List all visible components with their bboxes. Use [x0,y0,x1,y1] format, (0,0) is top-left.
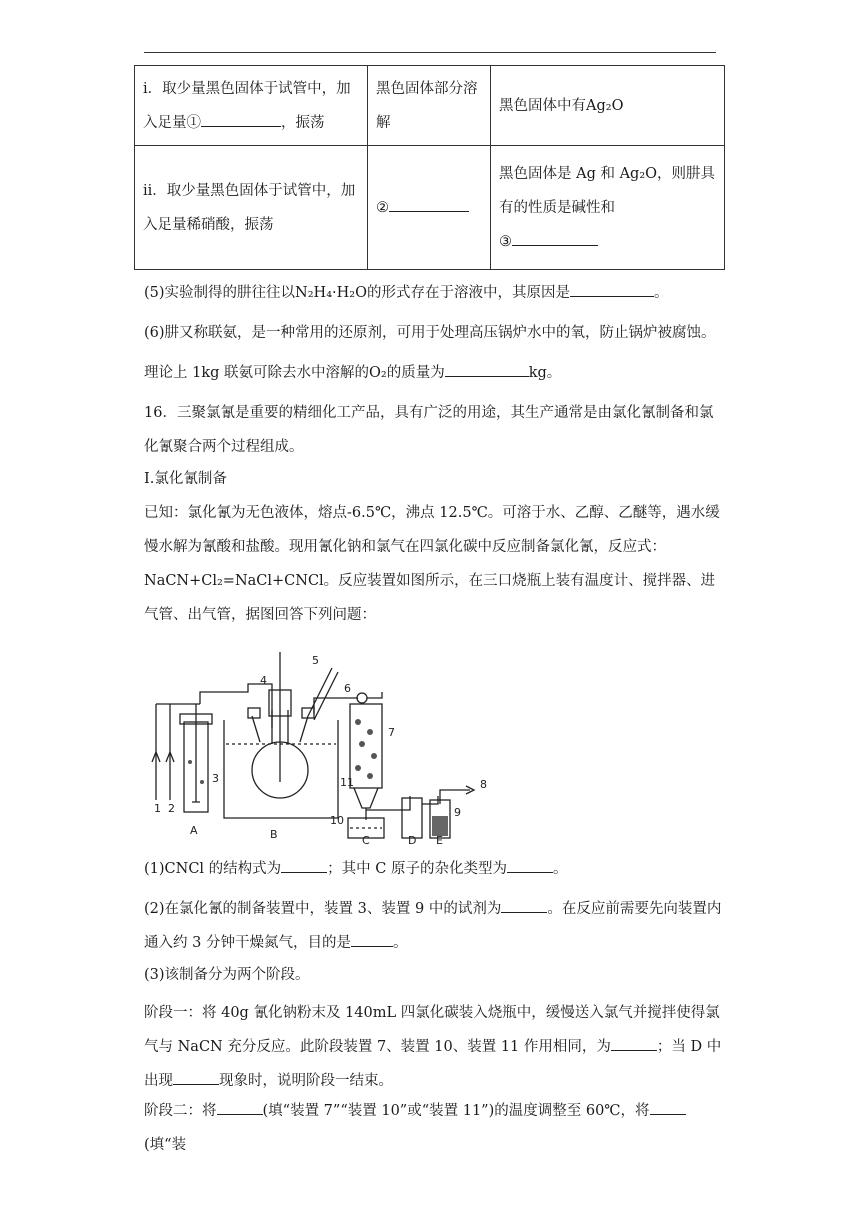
stage1-text: 阶段一：将 40g 氰化钠粉末及 140mL 四氯化碳装入烧瓶中，缓慢送入氯气并搅拌使得氯气与 NaCN 充分反应。此阶段装置 7、装置 10、装置 11 作用相同，为 [144,1005,720,1055]
question-6-line2 [144,356,724,390]
figure-letter-label: C [362,834,370,844]
q2-end: 。 [392,935,408,951]
answer-blank[interactable] [281,856,327,873]
answer-blank[interactable] [173,1068,219,1085]
known-conditions: 已知：氯化氰为无色液体，熔点-6.5℃，沸点 12.5℃。可溶于水、乙醇、乙醚等，遇水缓慢水解为氰酸和盐酸。现用氰化钠和氯气在四氯化碳中反应制备氯化氰，反应式：NaCN+Cl₂=NaCl+CNCl。反应装置如图所示，在三口烧瓶上装有温度计、搅拌器、进气管、出气管，据图回答下列问题： [144,505,720,623]
oxygen-formula: O₂ [369,365,387,381]
section-heading: I.氯化氰制备 [144,471,227,487]
stage-one [144,996,724,1098]
step-text-tail: ，振荡 [281,114,325,131]
answer-blank[interactable] [507,856,553,873]
conclusion-cell [491,66,725,146]
step-cell [135,146,368,270]
figure-number-label: 5 [312,654,319,667]
blank-label: ② [376,199,389,216]
header-rule [144,52,716,53]
figure-number-label: 8 [480,778,487,791]
answer-blank[interactable] [611,1034,657,1051]
question-16-intro: 16．三聚氯氰是重要的精细化工产品，具有广泛的用途，其生产通常是由氯化氰制备和氯化氰聚合两个过程组成。 [144,405,714,455]
table-row [135,146,725,270]
hydrazine-hydrate-formula: N₂H₄·H₂O [295,285,367,301]
apparatus-diagram [140,632,500,844]
answer-blank[interactable] [570,280,654,297]
answer-blank[interactable] [501,896,547,913]
answer-blank[interactable] [217,1098,263,1115]
experiment-table [134,65,725,270]
step-cell [135,66,368,146]
figure-letter-label: B [270,828,278,841]
answer-blank-1[interactable] [201,110,281,127]
q1-end: 。 [552,861,568,877]
figure-number-label: 6 [344,682,351,695]
stage2-text-2: (填“装置 7”“装置 10”或“装置 11”)的温度调整至 60℃，将 [262,1103,650,1119]
blank-label: ③ [499,233,512,250]
step-text: ii．取少量黑色固体于试管中，加入足量稀硝酸，振荡 [143,182,356,233]
figure-letter-label: A [190,824,198,837]
figure-letter-label: E [436,834,443,844]
q5-text: (5)实验制得的肼往往以 [144,285,296,301]
question-2 [144,892,724,960]
stage2-text: 阶段二：将 [144,1103,217,1119]
conclusion-cell [491,146,725,270]
question-1 [144,852,724,886]
phenomenon-cell [368,146,491,270]
figure-number-label: 10 [330,814,344,827]
conclusion-text: 黑色固体中有Ag₂O [499,97,624,114]
stage1-text-2: ；当 D 中出现 [144,1039,722,1089]
step-text: i．取少量黑色固体于试管中，加入足量① [143,80,351,131]
figure-number-label: 4 [260,674,267,687]
phenomenon-cell [368,66,491,146]
question-3: (3)该制备分为两个阶段。 [144,967,310,983]
q2-text-2: 。在反应前需要先向装置内通入约 3 分钟干燥氮气，目的是 [144,901,722,951]
q1-text: (1)CNCl 的结构式为 [144,861,282,877]
figure-number-label: 11 [340,776,354,789]
figure-letter-label: D [408,834,417,844]
figure-number-label: 3 [212,772,219,785]
q5-end: 。 [653,285,669,301]
stage1-text-3: 现象时，说明阶段一结束。 [219,1073,393,1089]
answer-blank-2[interactable] [389,195,469,212]
q6-text: 理论上 1kg 联氨可除去水中溶解的 [144,365,370,381]
table-row [135,66,725,146]
stage2-text-3: (填“装 [144,1137,187,1153]
answer-blank[interactable] [445,360,529,377]
q6-end: kg。 [528,365,562,381]
stage-two [144,1094,724,1162]
q5-text-2: 的形式存在于溶液中，其原因是 [366,285,570,301]
figure-number-label: 2 [168,802,175,815]
question-5 [144,276,724,310]
answer-blank[interactable] [650,1098,686,1115]
question-6-line1: (6)肼又称联氨，是一种常用的还原剂，可用于处理高压锅炉水中的氧，防止锅炉被腐蚀。 [144,325,716,341]
answer-blank[interactable] [351,930,393,947]
q2-text: (2)在氯化氰的制备装置中，装置 3、装置 9 中的试剂为 [144,901,502,917]
conclusion-text: 黑色固体是 Ag 和 Ag₂O，则肼具有的性质是碱性和 [499,165,716,216]
figure-number-label: 1 [154,802,161,815]
phenomenon-text: 黑色固体部分溶解 [376,80,478,131]
q1-text-2: ；其中 C 原子的杂化类型为 [327,861,507,877]
figure-number-label: 7 [388,726,395,739]
answer-blank-3[interactable] [512,229,598,246]
q6-text-2: 的质量为 [386,365,445,381]
figure-number-label: 9 [454,806,461,819]
